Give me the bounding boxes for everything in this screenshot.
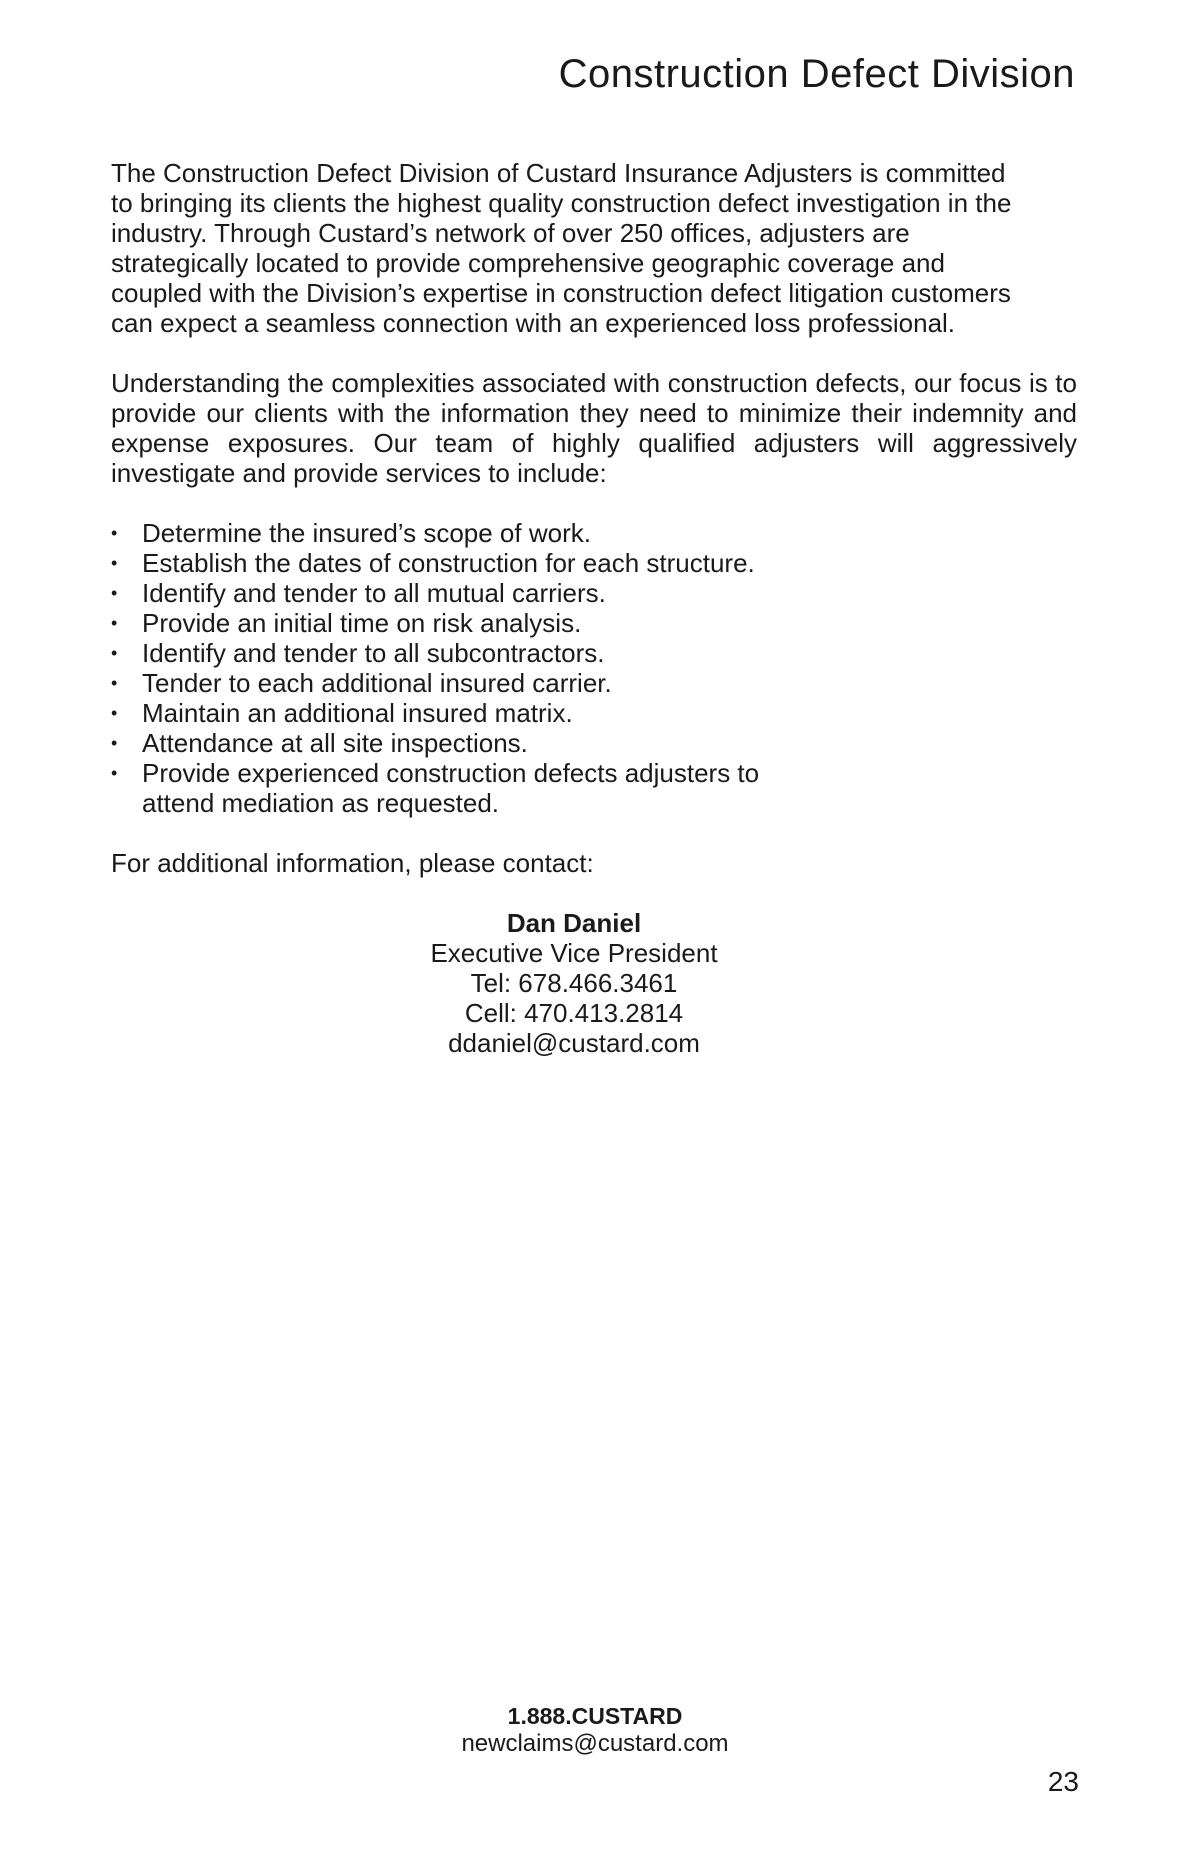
footer-phone: 1.888.CUSTARD xyxy=(507,1703,683,1729)
contact-intro: For additional information, please contact: xyxy=(111,848,594,878)
contact-email[interactable]: ddaniel@custard.com xyxy=(448,1028,700,1058)
bullet-icon: • xyxy=(111,613,118,633)
page-number: 23 xyxy=(1047,1766,1079,1797)
list-item xyxy=(111,758,1077,818)
list-item xyxy=(111,698,1077,728)
bullet-icon: • xyxy=(111,673,118,693)
intro-paragraph: The Construction Defect Division of Custard Insurance Adjusters is committed to bringing its clients the highest quality construction defect investigation in the industry. Through Custard’s network of over 250 offices, adjusters are strategically located to provide comprehensive geographic coverage and coupled with the Division’s expertise in construction defect litigation customers can expect a seamless connection with an experienced loss professional. xyxy=(111,158,1012,338)
list-item-text: Tender to each additional insured carrier. xyxy=(142,668,612,698)
list-item-text: Attendance at all site inspections. xyxy=(142,728,528,758)
bullet-icon: • xyxy=(111,583,118,603)
contact-block xyxy=(111,908,1077,1058)
services-paragraph: Understanding the complexities associated with construction defects, our focus is to provide our clients with the information they need to minimize their indemnity and expense exposures. Our team of highly qualified adjusters will aggressively investigate and provide services to include: xyxy=(111,368,1077,488)
bullet-icon: • xyxy=(111,733,118,753)
list-item xyxy=(111,668,1077,698)
list-item-text: Identify and tender to all mutual carriers. xyxy=(142,578,606,608)
list-item-text: Identify and tender to all subcontractors. xyxy=(142,638,605,668)
list-item-text: Provide experienced construction defects adjusters to attend mediation as requested. xyxy=(142,758,760,818)
contact-cell: Cell: 470.413.2814 xyxy=(464,998,684,1028)
list-item-text: Provide an initial time on risk analysis. xyxy=(142,608,582,638)
bullet-icon: • xyxy=(111,643,118,663)
list-item xyxy=(111,578,1077,608)
list-item xyxy=(111,728,1077,758)
bullet-icon: • xyxy=(111,763,118,783)
footer-email[interactable]: newclaims@custard.com xyxy=(461,1730,729,1757)
list-item-text: Determine the insured’s scope of work. xyxy=(142,518,591,548)
list-item xyxy=(111,518,1077,548)
main-content xyxy=(111,158,1077,1058)
bullet-icon: • xyxy=(111,553,118,573)
page-footer xyxy=(0,1702,1190,1758)
services-list xyxy=(111,518,1077,818)
bullet-icon: • xyxy=(111,703,118,723)
contact-tel: Tel: 678.466.3461 xyxy=(470,968,678,998)
list-item-text: Establish the dates of construction for each structure. xyxy=(142,548,755,578)
list-item xyxy=(111,608,1077,638)
list-item xyxy=(111,638,1077,668)
contact-name: Dan Daniel xyxy=(506,908,642,938)
page-title: Construction Defect Division xyxy=(558,52,1075,96)
bullet-icon: • xyxy=(111,523,118,543)
list-item xyxy=(111,548,1077,578)
contact-title: Executive Vice President xyxy=(430,938,718,968)
list-item-text: Maintain an additional insured matrix. xyxy=(142,698,573,728)
